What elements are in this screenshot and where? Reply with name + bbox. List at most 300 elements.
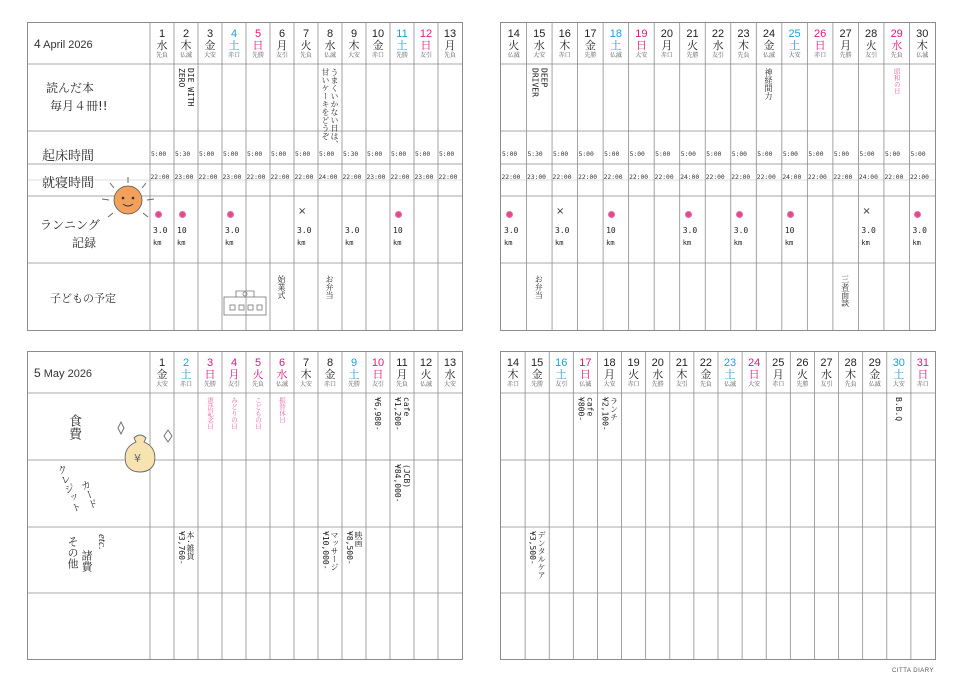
weekday: 水 [324,40,336,52]
sleep-time: 22:00 [270,174,290,181]
day-header-1 [150,23,174,61]
run-distance: 10 [177,226,187,235]
day-number: 2 [182,28,190,40]
day-number: 28 [844,357,857,369]
other-expense: 映画 ¥8,500- [345,531,363,565]
day-header-5 [246,352,270,390]
book-entry: DIE WITH ZERO [177,68,195,107]
weekday: 日 [748,369,760,381]
wake-time: 5:00 [391,151,407,158]
day-header-1 [150,352,174,390]
day-header-25 [766,352,790,390]
rokuyo: 先勝 [531,382,544,388]
rokuyo: 先勝 [796,382,809,388]
rokuyo: 先負 [890,53,903,59]
rokuyo: 先勝 [651,382,664,388]
run-unit: km [861,239,870,247]
food-expense: cafe ¥1,200- [393,397,411,431]
food-expense: B.B.Q [893,397,903,422]
kids-event: 始業式 [277,275,286,299]
wake-time: 5:00 [553,151,569,158]
sleep-time: 23:00 [414,174,434,181]
day-header-12 [414,352,438,390]
svg-text:¥: ¥ [134,452,141,465]
label-wake: 起床時間 [42,149,95,164]
run-distance: 3.0 [733,226,749,235]
rokuyo: 赤口 [371,53,384,59]
wake-time: 5:00 [808,151,824,158]
run-distance: 3.0 [153,226,168,235]
wake-time: 5:00 [199,151,215,158]
rokuyo: 赤口 [627,382,640,388]
sleep-time: 22:00 [294,174,314,181]
run-dot-mark [179,211,186,218]
weekday: 水 [533,40,545,52]
day-number: 25 [772,357,785,369]
weekday: 土 [893,369,905,381]
wake-time: 5:00 [884,151,901,158]
wake-time: 5:00 [247,151,263,158]
book-entry: 昭和の日 [892,68,901,94]
rokuyo: 赤口 [772,382,785,388]
sleep-time: 22:00 [705,174,725,181]
run-distance: 3.0 [912,226,927,235]
rokuyo: 友引 [555,382,568,388]
rokuyo: 友引 [419,53,432,59]
day-number: 16 [558,28,571,40]
run-unit: km [733,239,743,247]
wake-time: 5:00 [319,151,335,158]
rokuyo: 先負 [737,53,750,59]
day-number: 12 [419,357,433,369]
run-dot-mark [395,211,402,218]
weekday: 火 [865,40,877,52]
rokuyo: 友引 [371,382,384,388]
wake-time: 5:00 [629,151,645,158]
sleep-time: 22:00 [390,174,410,181]
label-other-1: その他 [66,536,79,569]
wake-time: 5:00 [415,151,431,158]
day-header-18 [603,23,629,61]
rokuyo: 大安 [347,53,360,59]
rokuyo: 先勝 [203,382,216,388]
weekday: 日 [579,369,591,381]
may-right-grid [501,352,935,659]
day-header-3 [198,23,222,61]
april-right-page [500,22,936,331]
day-header-16 [552,23,578,61]
day-number: 25 [788,28,801,40]
sleep-time: 22:00 [654,174,674,181]
wake-time: 5:00 [223,151,239,158]
may-month-label: May 2026 [40,368,93,380]
day-number: 7 [302,28,310,40]
day-header-22 [694,352,718,390]
day-header-31 [911,352,935,390]
day-header-16 [549,352,573,390]
sleep-time: 22:00 [731,174,751,181]
run-unit: km [682,239,692,247]
kids-event: 三者面談 [840,275,850,307]
weekday: 月 [661,40,673,52]
sleep-time: 23:00 [366,174,386,181]
label-card-2: カード [77,479,98,511]
sleep-time: 22:00 [603,174,623,181]
sleep-time: 24:00 [318,174,338,181]
other-expense: 本.雑貨 ¥3,760- [177,531,195,565]
rokuyo: 仏滅 [579,382,592,388]
day-number: 5 [254,357,262,369]
weekday: 火 [796,369,808,381]
food-expense: 憲法記念日 [206,397,214,430]
run-distance: 3.0 [225,226,240,235]
wake-time: 5:00 [151,151,167,158]
weekday: 水 [276,369,288,381]
day-number: 1 [158,357,166,369]
kids-event: お弁当 [534,275,544,299]
rokuyo: 大安 [533,53,546,59]
weekday: 月 [396,369,408,381]
weekday: 木 [348,40,360,52]
wake-time: 5:30 [175,151,191,158]
day-number: 2 [182,357,190,369]
rokuyo: 仏滅 [916,53,929,59]
label-other-3: etc. [96,534,108,550]
weekday: 水 [444,369,456,381]
day-number: 14 [507,28,520,40]
rokuyo: 先負 [251,382,264,388]
rokuyo: 先負 [844,382,857,388]
weekday: 木 [845,369,857,381]
book-entry: うまくいかない日は、 甘いケーキをどうぞ [321,68,339,148]
weekday: 月 [603,369,615,381]
rokuyo: 友引 [675,382,688,388]
other-expense: マッサージ ¥10,000- [321,531,339,571]
run-dot-mark [155,211,162,218]
weekday: 水 [156,40,168,52]
wake-time: 5:00 [782,151,798,158]
day-number: 29 [890,28,903,40]
day-number: 13 [443,28,457,40]
day-number: 8 [326,357,334,369]
book-entry: 神経間力 [764,68,774,100]
rokuyo: 先負 [443,53,456,59]
weekday: 金 [204,40,216,52]
day-number: 31 [916,357,930,369]
day-number: 8 [326,28,334,40]
day-number: 27 [839,28,852,40]
may-right-page [500,351,936,660]
label-sleep: 就寝時間 [42,176,95,191]
day-header-30 [909,23,935,61]
kids-event: お弁当 [325,275,334,299]
label-books-2: 毎月４冊!! [50,99,108,113]
food-expense: 振替休日 [278,397,286,423]
wake-time: 5:00 [706,151,722,158]
day-number: 5 [254,28,262,40]
weekday: 水 [820,369,832,381]
day-number: 26 [813,28,827,40]
weekday: 土 [348,369,360,381]
run-dot-mark [685,211,692,218]
weekday: 金 [700,369,712,381]
weekday: 木 [676,369,688,381]
run-unit: km [393,239,402,247]
weekday: 月 [444,40,456,52]
sleep-time: 23:00 [174,174,194,181]
day-header-11 [390,352,414,390]
run-distance: 10 [606,226,616,235]
sleep-time: 22:00 [833,174,853,181]
weekday: 金 [584,40,596,52]
sleep-time: 22:00 [501,174,521,181]
run-dot-mark [787,211,794,218]
label-run-1: ランニング [40,218,100,232]
day-header-8 [318,23,342,61]
run-distance: 10 [393,226,403,235]
weekday: 土 [228,40,240,52]
day-header-26 [790,352,814,390]
wake-time: 5:00 [910,151,926,158]
day-header-22 [705,23,731,61]
weekday: 木 [507,369,519,381]
weekday: 土 [789,40,801,52]
weekday: 土 [724,369,736,381]
rokuyo: 仏滅 [323,53,336,59]
rokuyo: 赤口 [814,53,827,59]
weekday: 金 [372,40,384,52]
brand-footer: CITTA DIARY [892,668,934,674]
rokuyo: 仏滅 [763,53,776,59]
day-header-30 [887,352,911,390]
day-number: 17 [579,357,592,369]
may-title [34,366,92,380]
day-header-6 [270,352,294,390]
day-number: 9 [350,357,358,369]
rokuyo: 友引 [711,53,724,59]
day-header-19 [629,23,655,61]
rokuyo: 大安 [748,382,761,388]
day-number: 24 [748,357,761,369]
run-distance: 3.0 [504,226,519,235]
day-number: 30 [916,28,929,40]
day-header-15 [525,352,549,390]
run-x-mark: × [298,206,307,217]
day-header-12 [414,23,438,61]
rokuyo: 仏滅 [179,53,192,59]
wake-time: 5:00 [604,151,620,158]
day-header-28 [839,352,863,390]
wake-time: 5:00 [295,151,311,158]
day-number: 18 [603,357,616,369]
day-header-17 [573,352,597,390]
sleep-time: 24:00 [782,174,802,181]
weekday: 土 [180,369,192,381]
run-x-mark: × [556,206,565,217]
weekday: 火 [508,40,520,52]
sleep-time: 23:00 [222,174,242,181]
weekday: 水 [652,369,664,381]
run-distance: 3.0 [555,226,570,235]
label-kids: 子どもの予定 [50,292,116,305]
weekday: 月 [772,369,784,381]
day-number: 10 [371,357,385,369]
day-header-21 [670,352,694,390]
rokuyo: 大安 [155,382,168,388]
rokuyo: 大安 [299,382,312,388]
day-number: 23 [737,28,750,40]
rokuyo: 仏滅 [868,382,881,388]
day-header-23 [731,23,757,61]
day-header-5 [246,23,270,61]
weekday: 月 [840,40,852,52]
day-number: 12 [419,28,433,40]
card-expense: (JCB) ¥84,000- [393,464,411,503]
day-header-7 [294,23,318,61]
day-header-8 [318,352,342,390]
rokuyo: 赤口 [558,53,571,59]
label-run-2: 記録 [72,236,97,250]
weekday: 火 [420,369,432,381]
run-distance: 3.0 [297,226,312,235]
wake-time: 5:00 [757,151,773,158]
april-month-number: 4 [34,37,41,51]
money-bag-doodle-icon [110,418,180,478]
day-number: 1 [158,28,166,40]
day-number: 16 [555,357,568,369]
rokuyo: 大安 [635,53,648,59]
food-expense: こどもの日 [254,397,262,430]
run-distance: 3.0 [345,226,360,235]
day-number: 27 [820,357,833,369]
sleep-time: 22:00 [246,174,266,181]
day-number: 4 [230,357,238,369]
wake-time: 5:30 [343,151,359,158]
run-dot-mark [736,211,743,218]
day-header-3 [198,352,222,390]
day-header-28 [858,23,884,61]
food-expense: ランチ ¥2,100- [600,397,619,431]
weekday: 日 [420,40,432,52]
weekday: 火 [300,40,312,52]
wake-time: 5:00 [833,151,850,158]
day-number: 7 [302,357,310,369]
sleep-time: 22:00 [629,174,649,181]
run-unit: km [912,239,921,247]
day-header-23 [718,352,742,390]
day-number: 19 [627,357,640,369]
sleep-time: 22:00 [909,174,929,181]
weekday: 日 [814,40,826,52]
food-expense: cafe ¥800- [576,397,595,422]
day-header-29 [884,23,910,61]
rokuyo: 大安 [788,53,801,59]
label-other-2: 諸費 [80,550,93,572]
day-header-27 [814,352,838,390]
label-card-1: クレジット [53,463,82,515]
day-number: 29 [868,357,881,369]
day-header-19 [622,352,646,390]
day-header-10 [366,23,390,61]
weekday: 金 [763,40,775,52]
run-unit: km [177,239,186,247]
run-distance: 3.0 [861,226,876,235]
weekday: 日 [372,369,384,381]
day-header-29 [863,352,887,390]
weekday: 金 [869,369,881,381]
sun-doodle-icon [98,173,158,233]
rokuyo: 仏滅 [275,382,288,388]
wake-time: 5:00 [367,151,383,158]
rokuyo: 仏滅 [609,53,622,59]
april-left-page [27,22,463,331]
day-number: 21 [686,28,699,40]
weekday: 土 [555,369,567,381]
day-header-15 [527,23,553,61]
rokuyo: 友引 [227,382,240,388]
april-title [34,37,93,51]
day-number: 22 [699,357,713,369]
may-left-page [27,351,463,660]
sleep-time: 23:00 [527,174,546,181]
rokuyo: 大安 [203,53,216,59]
run-unit: km [606,239,615,247]
rokuyo: 友引 [820,382,833,388]
weekday: 木 [916,40,928,52]
run-distance: 10 [784,226,795,235]
wake-time: 5:00 [731,151,747,158]
sleep-time: 22:00 [756,174,776,181]
rokuyo: 仏滅 [419,382,432,388]
day-number: 4 [230,28,238,40]
day-number: 19 [635,28,648,40]
sleep-time: 22:00 [807,174,827,181]
rokuyo: 先勝 [584,53,597,59]
day-header-21 [680,23,706,61]
sleep-time: 22:00 [438,174,458,181]
wake-time: 5:00 [502,151,518,158]
day-number: 17 [584,28,597,40]
rokuyo: 先勝 [395,53,408,59]
day-number: 3 [206,28,214,40]
rokuyo: 先負 [155,53,168,59]
weekday: 金 [531,369,543,381]
run-unit: km [297,239,306,247]
run-x-mark: × [862,206,871,217]
weekday: 木 [738,40,749,52]
rokuyo: 友引 [275,53,288,59]
day-header-13 [438,23,462,61]
day-header-4 [222,352,246,390]
run-dot-mark [227,211,234,218]
rokuyo: 先勝 [347,382,360,388]
day-number: 6 [278,28,286,40]
day-number: 26 [796,357,809,369]
day-header-24 [742,352,766,390]
weekday: 日 [204,369,216,381]
sleep-time: 22:00 [198,174,218,181]
day-number: 23 [723,357,737,369]
day-number: 6 [278,357,286,369]
weekday: 火 [628,369,640,381]
food-expense: みどりの日 [230,397,238,430]
weekday: 水 [891,40,903,52]
rokuyo: 友引 [865,53,878,59]
rokuyo: 先勝 [686,53,699,59]
day-header-20 [654,23,680,61]
rokuyo: 大安 [443,382,456,388]
day-number: 11 [396,28,408,40]
